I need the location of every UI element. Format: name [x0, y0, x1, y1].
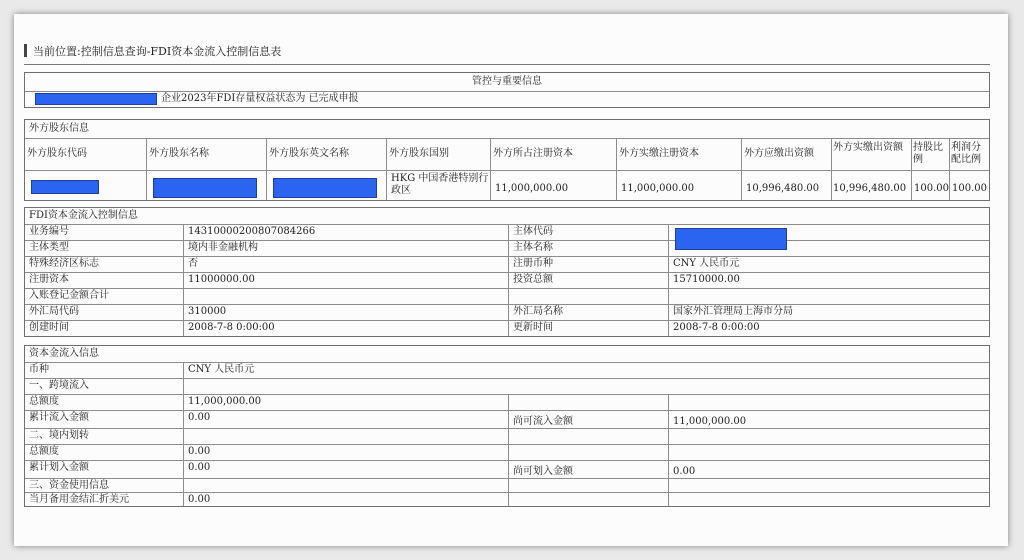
- capital-label: 当月备用金结汇折美元: [29, 494, 129, 505]
- col-header-shareholder-code: 外方股东代码: [27, 148, 87, 159]
- control-info-box: [24, 72, 990, 108]
- title-divider: [24, 64, 990, 65]
- capital-label: 总额度: [29, 396, 59, 407]
- redacted-shareholder-name: [153, 178, 257, 198]
- fdi-label: 主体类型: [29, 242, 69, 253]
- scanned-document-page: [14, 14, 1008, 546]
- page-breadcrumb: [24, 44, 624, 60]
- fdi-label: 主体名称: [513, 242, 553, 253]
- redacted-shareholder-english-name: [273, 178, 377, 198]
- col-header-paid-registered-capital: 外方实缴注册资本: [619, 148, 699, 159]
- fdi-label: 创建时间: [29, 322, 69, 333]
- col-header-registered-capital: 外方所占注册资本: [493, 148, 573, 159]
- col-header-shareholder-country: 外方股东国别: [389, 148, 449, 159]
- fdi-label: 外汇局代码: [29, 306, 79, 317]
- fdi-value: 310000: [188, 306, 227, 317]
- col-header-payable-contribution: 外方应缴出资额: [744, 148, 814, 159]
- capital-value: 0.00: [188, 462, 211, 473]
- capital-label: 一、跨境流入: [29, 380, 89, 391]
- capital-value: 0.00: [673, 466, 696, 477]
- fdi-control-table: [24, 207, 990, 337]
- breadcrumb-text: 当前位置:控制信息查询-FDI资本金流入控制信息表: [33, 45, 282, 58]
- capital-value: 0.00: [188, 446, 211, 457]
- capital-label: 尚可划入金额: [513, 466, 573, 477]
- capital-section-title: 资本金流入信息: [29, 348, 99, 359]
- fdi-value: 境内非金融机构: [188, 242, 258, 253]
- capital-label: 累计流入金额: [29, 412, 89, 423]
- shareholder-section-title: 外方股东信息: [29, 123, 89, 134]
- capital-value: CNY 人民币元: [188, 364, 255, 375]
- capital-label: 二、境内划转: [29, 430, 89, 441]
- fdi-value: 2008-7-8 0:00:00: [188, 322, 275, 333]
- capital-label: 总额度: [29, 446, 59, 457]
- payable-contribution-value: 10,996,480.00: [746, 183, 820, 194]
- capital-label: 币种: [29, 364, 49, 375]
- fdi-section-title: FDI资本金流入控制信息: [29, 210, 138, 221]
- fdi-value: 2008-7-8 0:00:00: [673, 322, 760, 333]
- capital-label: 累计划入金额: [29, 462, 89, 473]
- col-header-profit-ratio: 利润分配比例: [951, 142, 981, 165]
- col-header-shareholder-english-name: 外方股东英文名称: [269, 148, 349, 159]
- fdi-value: 国家外汇管理局上海市分局: [673, 306, 793, 317]
- capital-value: 0.00: [188, 412, 211, 423]
- col-header-paid-contribution: 外方实缴出资额: [833, 142, 903, 153]
- capital-value: 11,000,000.00: [188, 396, 262, 407]
- title-marker-icon: [24, 44, 27, 57]
- fdi-label: 外汇局名称: [513, 306, 563, 317]
- paid-contribution-value: 10,996,480.00: [833, 183, 907, 194]
- capital-value: 0.00: [188, 494, 211, 505]
- fdi-label: 注册币种: [513, 258, 553, 269]
- fdi-label: 主体代码: [513, 226, 553, 237]
- fdi-label: 更新时间: [513, 322, 553, 333]
- redacted-entity-code: [675, 228, 787, 250]
- paid-registered-capital-value: 11,000,000.00: [621, 183, 695, 194]
- capital-label: 尚可流入金额: [513, 416, 573, 427]
- registered-capital-value: 11,000,000.00: [495, 183, 569, 194]
- redacted-shareholder-code: [31, 180, 99, 194]
- foreign-shareholder-table: [24, 119, 990, 201]
- fdi-label: 投资总额: [513, 274, 553, 285]
- fdi-value: CNY 人民币元: [673, 258, 740, 269]
- shareholder-country-value: HKG 中国香港特别行政区: [391, 173, 489, 196]
- fdi-value: 否: [188, 258, 198, 269]
- capital-label: 三、资金使用信息: [29, 480, 109, 491]
- profit-ratio-value: 100.00: [952, 183, 987, 194]
- fdi-label: 特殊经济区标志: [29, 258, 99, 269]
- fdi-label: 入账登记金额合计: [29, 290, 109, 301]
- col-header-holding-ratio: 持股比例: [913, 142, 943, 165]
- fdi-value: 11000000.00: [188, 274, 255, 285]
- fdi-value: 14310000200807084266: [188, 226, 316, 237]
- fdi-label: 业务编号: [29, 226, 69, 237]
- capital-inflow-table: [24, 345, 990, 507]
- control-info-title: 管控与重要信息: [472, 76, 542, 87]
- fdi-status-text: 企业2023年FDI存量权益状态为 已完成申报: [161, 93, 359, 104]
- fdi-label: 注册资本: [29, 274, 69, 285]
- col-header-shareholder-name: 外方股东名称: [149, 148, 209, 159]
- capital-value: 11,000,000.00: [673, 416, 747, 427]
- redacted-company-name: [35, 93, 157, 105]
- holding-ratio-value: 100.00: [914, 183, 949, 194]
- fdi-value: 15710000.00: [673, 274, 740, 285]
